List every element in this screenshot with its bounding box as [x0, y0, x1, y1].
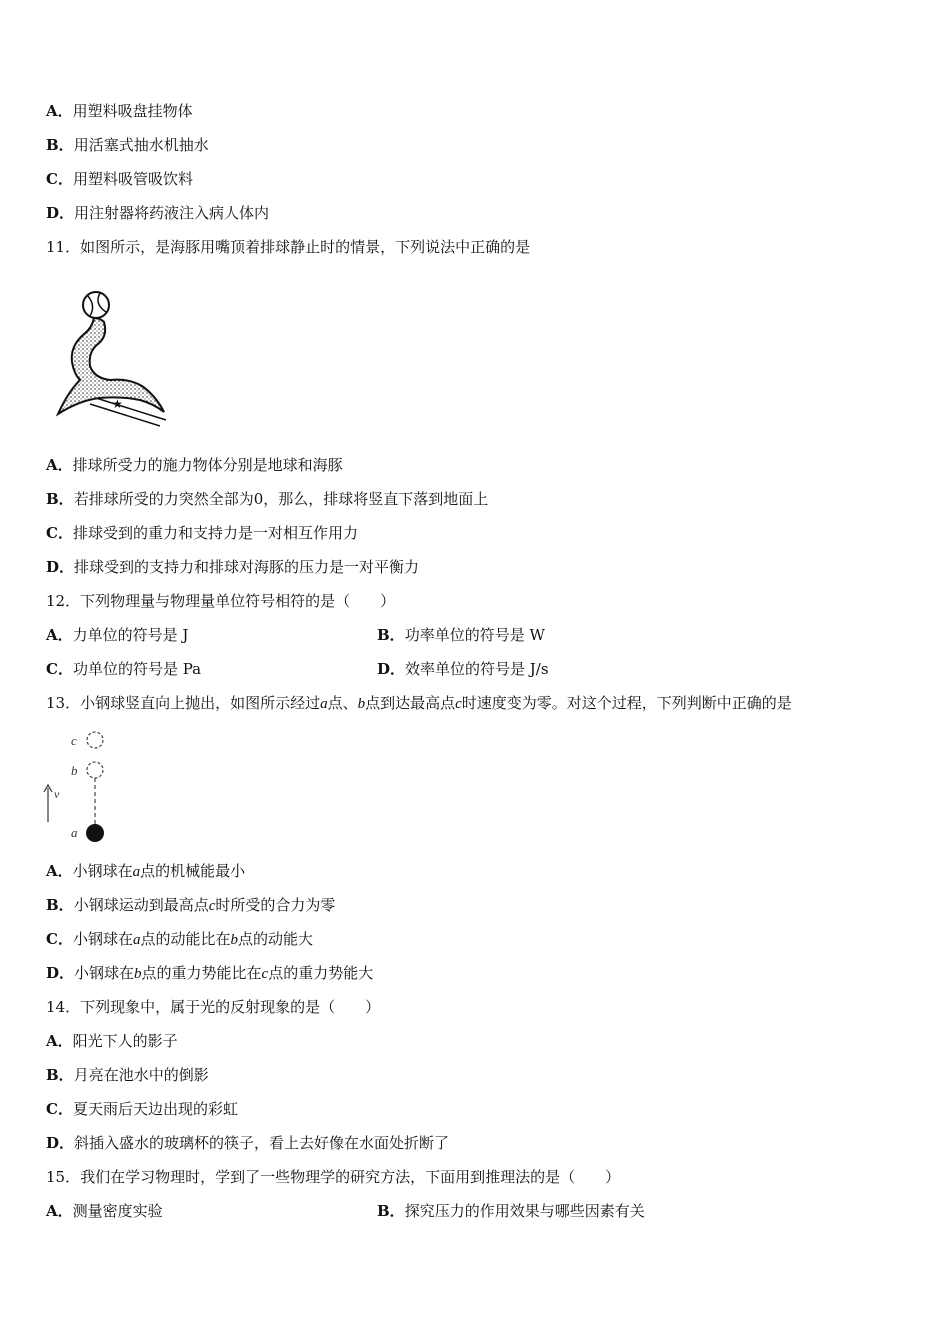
point-label: a [132, 932, 141, 948]
q13-option-c [46, 929, 313, 950]
option-text: 点的机械能最小 [140, 862, 246, 880]
option-label: B． [46, 1066, 74, 1084]
point-label: b [134, 966, 142, 982]
option-label: D． [46, 1134, 75, 1152]
point-c-label: c [455, 696, 462, 712]
option-text: 用塑料吸盘挂物体 [72, 102, 193, 120]
option-text: 效率单位的符号是 J/s [405, 660, 549, 678]
q15-option-a [46, 1201, 163, 1221]
stem-text: 13．小钢球竖直向上抛出，如图所示经过 [46, 694, 321, 712]
option-text: 斜插入盛水的玻璃杯的筷子，看上去好像在水面处折断了 [74, 1134, 450, 1152]
option-text: 夏天雨后天边出现的彩虹 [72, 1100, 238, 1118]
option-text: 排球受到的支持力和排球对海豚的压力是一对平衡力 [74, 558, 420, 576]
option-text: 点的重力势能大 [268, 964, 374, 982]
q10-option-a [46, 101, 193, 121]
stem-text: 点、 [327, 694, 358, 712]
q15-option-b [377, 1201, 645, 1221]
ball-at-a [86, 824, 104, 842]
q12-stem: 12．下列物理量与物理量单位符号相符的是（ ） [46, 592, 396, 610]
option-label: D． [46, 558, 75, 576]
q14-option-a [46, 1031, 178, 1051]
option-label: D． [46, 964, 75, 982]
option-text: 功率单位的符号是 W [404, 626, 545, 644]
steel-ball-trajectory-diagram [40, 728, 120, 846]
option-text: 力单位的符号是 J [72, 626, 189, 644]
option-label: D． [377, 660, 406, 678]
option-label: B． [377, 626, 405, 644]
q10-option-d [46, 203, 269, 223]
option-label: A． [46, 102, 73, 120]
option-text: 排球受到的重力和支持力是一对相互作用力 [72, 524, 358, 542]
option-text: 时所受的合力为零 [215, 896, 336, 914]
option-text: 点的动能大 [237, 930, 313, 948]
q10-option-c [46, 169, 193, 189]
q12-option-c [46, 659, 201, 679]
q12-option-d [377, 659, 549, 679]
point-a-label: a [320, 696, 328, 712]
option-label: A． [46, 1202, 73, 1220]
option-text: 阳光下人的影子 [72, 1032, 178, 1050]
option-label: C． [46, 660, 73, 678]
q15-stem: 15．我们在学习物理时，学到了一些物理学的研究方法，下面用到推理法的是（ ） [46, 1168, 621, 1186]
point-label: b [230, 932, 238, 948]
q14-option-b [46, 1065, 209, 1085]
option-text: 小钢球在 [72, 862, 133, 880]
option-text: 用注射器将药液注入病人体内 [74, 204, 270, 222]
option-text: 探究压力的作用效果与哪些因素有关 [404, 1202, 645, 1220]
option-text: 小钢球在 [72, 930, 133, 948]
option-text: 用塑料吸管吸饮料 [72, 170, 193, 188]
option-label: A． [46, 862, 73, 880]
option-label: A． [46, 1032, 73, 1050]
q11-option-a [46, 455, 343, 475]
option-text: 测量密度实验 [72, 1202, 163, 1220]
option-text: 功单位的符号是 Pa [72, 660, 202, 678]
q13-option-a [46, 861, 245, 882]
q13-option-d [46, 963, 373, 984]
q13-stem [46, 693, 792, 714]
option-text: 点的动能比在 [140, 930, 231, 948]
dolphin-ball-icon [50, 288, 172, 428]
option-label: C． [46, 524, 73, 542]
option-text: 月亮在池水中的倒影 [73, 1066, 209, 1084]
q12-options-row-1 [46, 625, 188, 645]
point-c-label: c [71, 733, 77, 748]
option-label: C． [46, 170, 73, 188]
point-a-label: a [71, 825, 78, 840]
option-label: A． [46, 456, 73, 474]
q11-option-d [46, 557, 419, 577]
svg-text:★: ★ [112, 397, 123, 411]
point-b-label: b [357, 696, 366, 712]
option-text: 若排球所受的力突然全部为0，那么，排球将竖直下落到地面上 [73, 490, 489, 508]
option-label: C． [46, 1100, 73, 1118]
option-text: 小钢球运动到最高点 [73, 896, 209, 914]
option-text: 排球所受力的施力物体分别是地球和海豚 [72, 456, 343, 474]
option-text: 用活塞式抽水机抽水 [73, 136, 209, 154]
velocity-label: v [54, 787, 60, 801]
q12-option-a [46, 626, 188, 644]
ball-at-c [87, 732, 103, 748]
option-label: B． [377, 1202, 405, 1220]
q14-option-d [46, 1133, 449, 1153]
q10-option-b [46, 135, 209, 155]
option-text: 小钢球在 [74, 964, 135, 982]
option-label: C． [46, 930, 73, 948]
option-label: D． [46, 204, 75, 222]
q11-option-c [46, 523, 358, 543]
q11-stem: 11．如图所示，是海豚用嘴顶着排球静止时的情景，下列说法中正确的是 [46, 238, 531, 256]
option-label: B． [46, 490, 74, 508]
option-label: A． [46, 626, 73, 644]
ball-at-b [87, 762, 103, 778]
point-b-label: b [71, 763, 78, 778]
option-text: 点的重力势能比在 [141, 964, 262, 982]
point-label: c [261, 966, 269, 982]
stem-text: 时速度变为零。对这个过程，下列判断中正确的是 [461, 694, 792, 712]
q14-option-c [46, 1099, 238, 1119]
q13-option-b [46, 895, 335, 916]
q12-option-b [377, 625, 545, 645]
option-label: B． [46, 136, 74, 154]
stem-text: 点到达最高点 [365, 694, 456, 712]
point-label: c [208, 898, 216, 914]
q11-option-b [46, 489, 488, 509]
q14-stem: 14．下列现象中，属于光的反射现象的是（ ） [46, 998, 381, 1016]
option-label: B． [46, 896, 74, 914]
point-label: a [132, 864, 141, 880]
